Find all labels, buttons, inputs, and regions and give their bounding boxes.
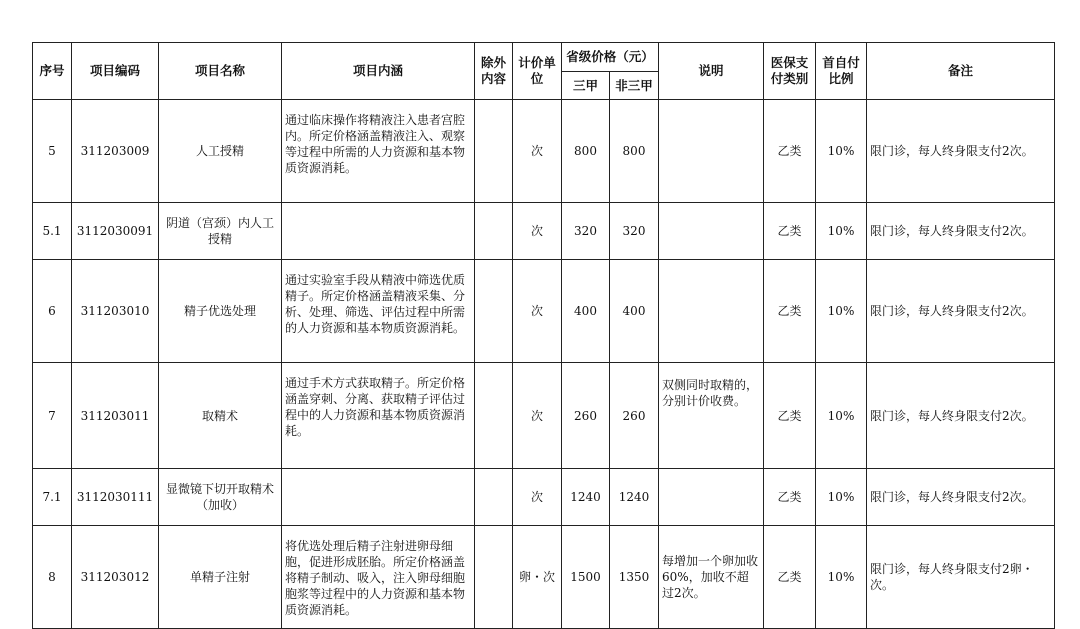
cell-code: 311203010 [72, 260, 159, 363]
cell-self-pay: 10% [816, 100, 867, 203]
cell-content: 将优选处理后精子注射进卵母细胞，促进形成胚胎。所定价格涵盖将精子制动、吸入，注入卵母细胞胞浆等过程中的人力资源和基本物质资源消耗。 [282, 526, 475, 629]
cell-name: 人工授精 [159, 100, 282, 203]
cell-excluded [475, 526, 513, 629]
header-code: 项目编码 [72, 43, 159, 100]
header-price-group: 省级价格（元） [562, 43, 659, 72]
cell-no: 6 [33, 260, 72, 363]
cell-explanation [659, 100, 764, 203]
cell-remarks: 限门诊，每人终身限支付2卵・次。 [867, 526, 1055, 629]
cell-price-grade3a: 800 [562, 100, 610, 203]
header-remarks: 备注 [867, 43, 1055, 100]
cell-name: 精子优选处理 [159, 260, 282, 363]
cell-code: 311203009 [72, 100, 159, 203]
cell-remarks: 限门诊，每人终身限支付2次。 [867, 100, 1055, 203]
cell-excluded [475, 203, 513, 260]
cell-insurance-type: 乙类 [764, 363, 816, 469]
cell-unit: 次 [513, 260, 562, 363]
header-content: 项目内涵 [282, 43, 475, 100]
table-row [33, 363, 1055, 469]
cell-price-grade3a: 400 [562, 260, 610, 363]
cell-unit: 次 [513, 363, 562, 469]
cell-price-non3a: 800 [610, 100, 659, 203]
cell-self-pay: 10% [816, 526, 867, 629]
header-name: 项目名称 [159, 43, 282, 100]
cell-code: 3112030111 [72, 469, 159, 526]
cell-content [282, 203, 475, 260]
cell-code: 3112030091 [72, 203, 159, 260]
header-excluded: 除外内容 [475, 43, 513, 100]
cell-remarks: 限门诊，每人终身限支付2次。 [867, 260, 1055, 363]
cell-price-non3a: 320 [610, 203, 659, 260]
cell-price-non3a: 400 [610, 260, 659, 363]
table-header-row [33, 43, 1055, 72]
cell-explanation [659, 260, 764, 363]
cell-price-non3a: 260 [610, 363, 659, 469]
cell-content [282, 469, 475, 526]
cell-content: 通过临床操作将精液注入患者宫腔内。所定价格涵盖精液注入、观察等过程中所需的人力资源和基本物质资源消耗。 [282, 100, 475, 203]
cell-excluded [475, 469, 513, 526]
cell-explanation: 每增加一个卵加收60%，加收不超过2次。 [659, 526, 764, 629]
cell-price-grade3a: 320 [562, 203, 610, 260]
cell-price-grade3a: 260 [562, 363, 610, 469]
cell-explanation [659, 203, 764, 260]
cell-no: 7.1 [33, 469, 72, 526]
cell-insurance-type: 乙类 [764, 203, 816, 260]
cell-insurance-type: 乙类 [764, 100, 816, 203]
table-row [33, 203, 1055, 260]
cell-no: 8 [33, 526, 72, 629]
cell-name: 单精子注射 [159, 526, 282, 629]
header-unit: 计价单位 [513, 43, 562, 100]
cell-price-non3a: 1240 [610, 469, 659, 526]
cell-code: 311203012 [72, 526, 159, 629]
cell-unit: 次 [513, 100, 562, 203]
header-no: 序号 [33, 43, 72, 100]
cell-content: 通过手术方式获取精子。所定价格涵盖穿刺、分离、获取精子评估过程中的人力资源和基本物质资源消耗。 [282, 363, 475, 469]
cell-self-pay: 10% [816, 203, 867, 260]
header-price-grade3a: 三甲 [562, 72, 610, 100]
cell-explanation [659, 469, 764, 526]
cell-self-pay: 10% [816, 260, 867, 363]
table-row [33, 260, 1055, 363]
cell-price-grade3a: 1240 [562, 469, 610, 526]
cell-remarks: 限门诊，每人终身限支付2次。 [867, 203, 1055, 260]
cell-content: 通过实验室手段从精液中筛选优质精子。所定价格涵盖精液采集、分析、处理、筛选、评估过程中所需的人力资源和基本物质资源消耗。 [282, 260, 475, 363]
table-row [33, 100, 1055, 203]
cell-insurance-type: 乙类 [764, 469, 816, 526]
fee-table [32, 42, 1055, 629]
cell-no: 5 [33, 100, 72, 203]
cell-excluded [475, 260, 513, 363]
cell-self-pay: 10% [816, 363, 867, 469]
cell-excluded [475, 363, 513, 469]
cell-insurance-type: 乙类 [764, 526, 816, 629]
cell-price-non3a: 1350 [610, 526, 659, 629]
cell-name: 显微镜下切开取精术（加收） [159, 469, 282, 526]
cell-unit: 卵・次 [513, 526, 562, 629]
cell-unit: 次 [513, 203, 562, 260]
cell-remarks: 限门诊，每人终身限支付2次。 [867, 363, 1055, 469]
cell-insurance-type: 乙类 [764, 260, 816, 363]
cell-no: 5.1 [33, 203, 72, 260]
cell-code: 311203011 [72, 363, 159, 469]
table-row [33, 526, 1055, 629]
cell-name: 阴道（宫颈）内人工授精 [159, 203, 282, 260]
cell-remarks: 限门诊，每人终身限支付2次。 [867, 469, 1055, 526]
cell-no: 7 [33, 363, 72, 469]
header-self-pay: 首自付比例 [816, 43, 867, 100]
cell-name: 取精术 [159, 363, 282, 469]
header-explanation: 说明 [659, 43, 764, 100]
cell-unit: 次 [513, 469, 562, 526]
cell-price-grade3a: 1500 [562, 526, 610, 629]
table-row [33, 469, 1055, 526]
header-insurance-type: 医保支付类别 [764, 43, 816, 100]
cell-excluded [475, 100, 513, 203]
cell-explanation: 双侧同时取精的，分别计价收费。 [659, 363, 764, 469]
cell-self-pay: 10% [816, 469, 867, 526]
header-price-non3a: 非三甲 [610, 72, 659, 100]
